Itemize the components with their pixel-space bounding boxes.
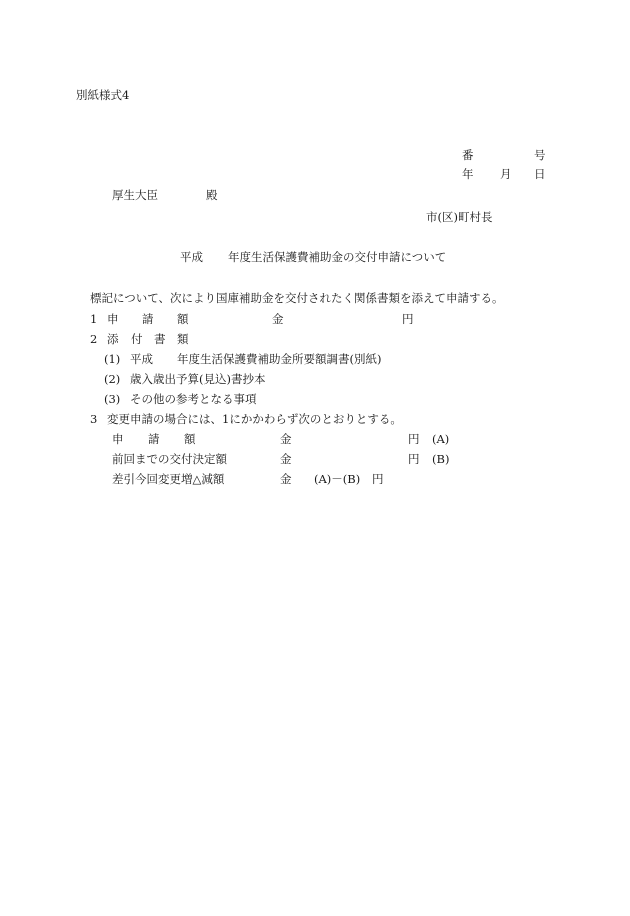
item3-apply-yen: 円 — [408, 432, 420, 446]
date-day: 日 — [534, 167, 546, 181]
item2-label-1: 添 — [107, 332, 119, 346]
item2-sub3-number: (3) — [104, 392, 121, 406]
item2-sub2-text: 歳入歳出予算(見込)書抄本 — [130, 372, 266, 386]
item2-sub1-era: 平成 — [130, 352, 153, 366]
item2-label-2: 付 — [131, 332, 143, 346]
item2-sub1-text: 年度生活保護費補助金所要額調書(別紙) — [177, 352, 382, 366]
item1-label-2: 請 — [142, 312, 154, 326]
number-label: 番 — [462, 148, 474, 162]
item3-apply-label-2: 請 — [148, 432, 160, 446]
form-id: 別紙様式4 — [76, 88, 130, 102]
addressee-honorific: 殿 — [206, 188, 218, 202]
item3-previous-kin: 金 — [280, 452, 292, 466]
item3-previous-mark: (B) — [432, 452, 450, 466]
item3-apply-kin: 金 — [280, 432, 292, 446]
item3-previous-yen: 円 — [408, 452, 420, 466]
item3-previous-label: 前回までの交付決定額 — [112, 452, 227, 466]
item2-sub2-number: (2) — [104, 372, 121, 386]
item1-yen: 円 — [402, 312, 414, 326]
item1-kin: 金 — [272, 312, 284, 326]
number-suffix: 号 — [534, 148, 546, 162]
item3-apply-mark: (A) — [432, 432, 450, 446]
item2-label-4: 類 — [177, 332, 189, 346]
subject-text: 年度生活保護費補助金の交付申請について — [228, 250, 447, 264]
item2-number: 2 — [90, 332, 98, 346]
item3-diff-formula: (A)－(B) — [314, 472, 361, 486]
item3-diff-kin: 金 — [280, 472, 292, 486]
item1-label-1: 申 — [107, 312, 119, 326]
intro-text: 標記について、次により国庫補助金を交付されたく関係書類を添えて申請する。 — [90, 291, 504, 305]
item3-diff-yen: 円 — [372, 472, 384, 486]
item2-label-3: 書 — [154, 332, 166, 346]
date-month: 月 — [500, 167, 512, 181]
item1-label-3: 額 — [177, 312, 189, 326]
date-year: 年 — [462, 167, 474, 181]
item3-text: 変更申請の場合には、1にかかわらず次のとおりとする。 — [107, 412, 402, 426]
sender: 市(区)町村長 — [426, 210, 493, 224]
item3-diff-label: 差引今回変更増△減額 — [112, 472, 225, 486]
item3-number: 3 — [90, 412, 98, 426]
item3-apply-label-1: 申 — [112, 432, 124, 446]
addressee-title: 厚生大臣 — [112, 188, 158, 202]
subject-era: 平成 — [180, 250, 203, 264]
item3-apply-label-3: 額 — [184, 432, 196, 446]
item2-sub1-number: (1) — [104, 352, 121, 366]
item2-sub3-text: その他の参考となる事項 — [130, 392, 257, 406]
item1-number: 1 — [90, 312, 98, 326]
